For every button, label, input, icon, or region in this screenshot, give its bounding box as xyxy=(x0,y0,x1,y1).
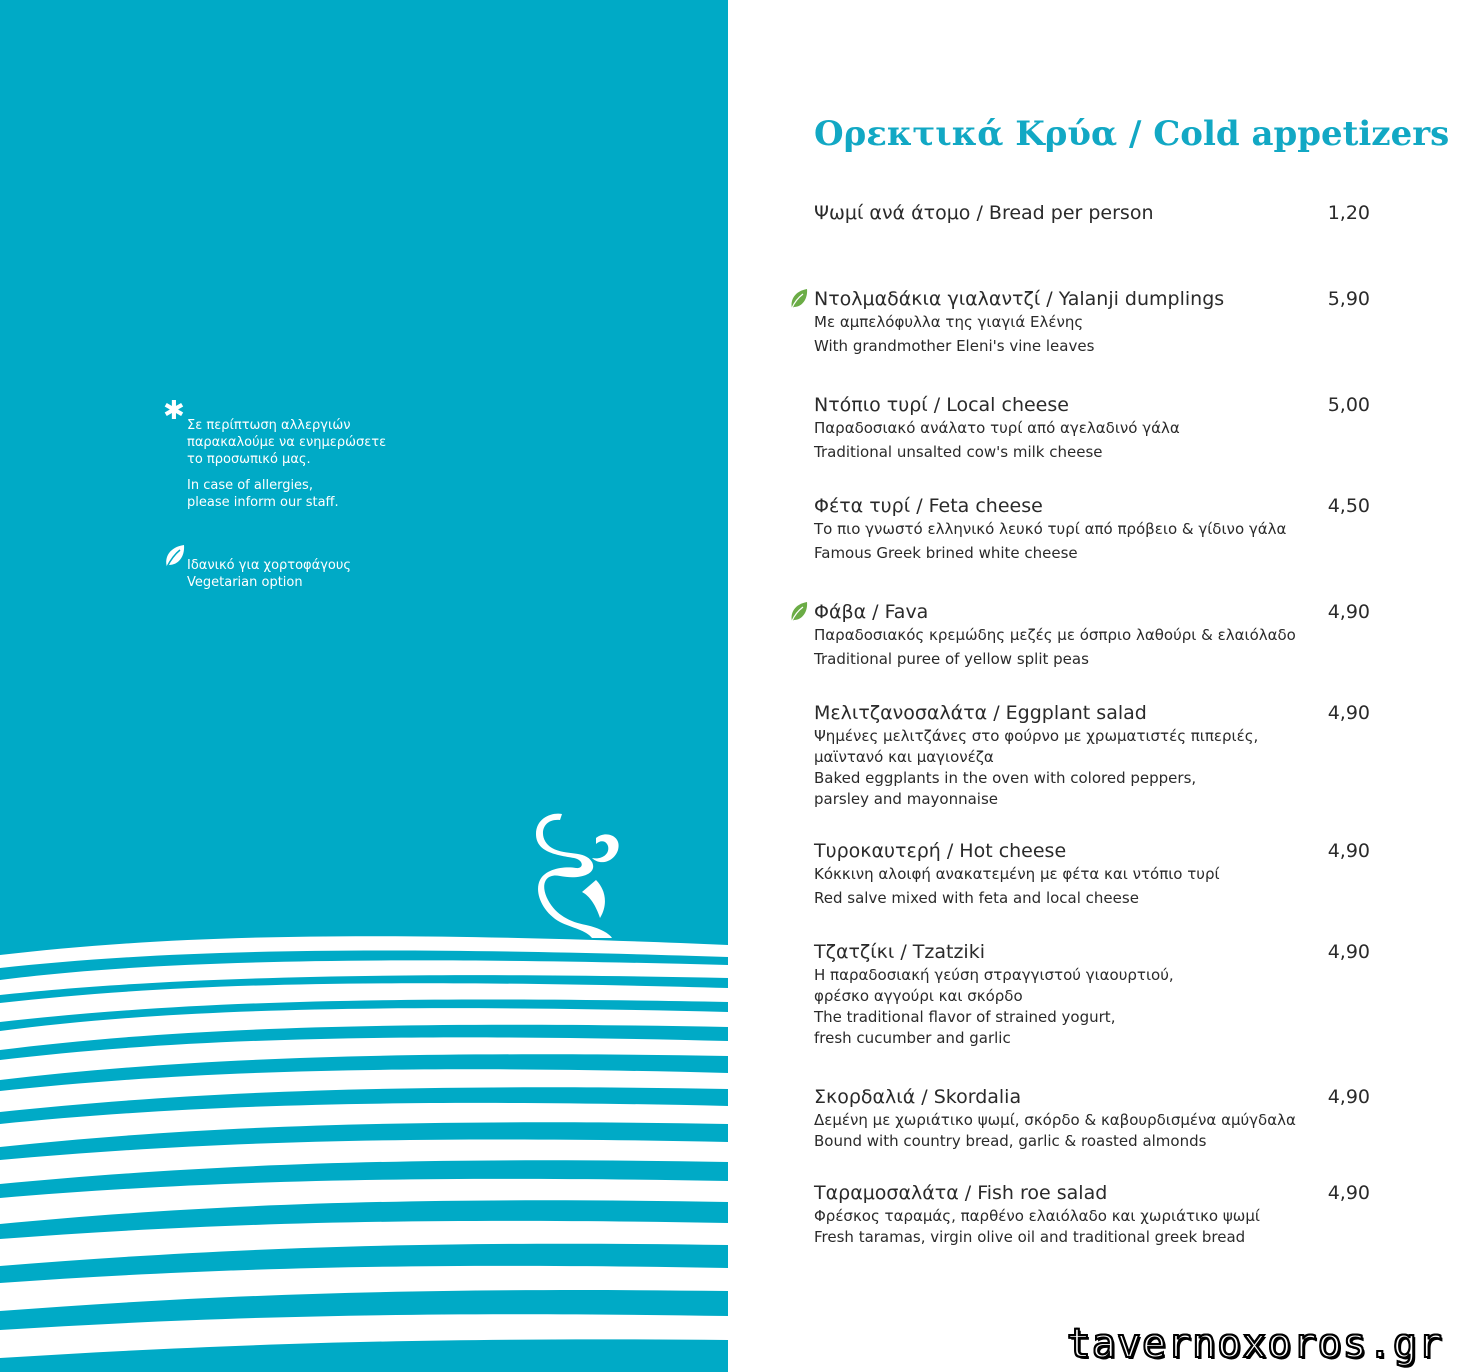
allergy-greek-line-2: παρακαλούμε να ενημερώσετε xyxy=(187,435,387,450)
menu-item-description: With grandmother Eleni's vine leaves xyxy=(814,337,1095,355)
menu-item-price: 4,90 xyxy=(1327,1182,1370,1204)
allergy-greek-line-1: Σε περίπτωση αλλεργιών xyxy=(187,418,351,433)
menu-item-price: 4,90 xyxy=(1327,601,1370,623)
menu-item-description: Ψημένες μελιτζάνες στο φούρνο με χρωματιστές πιπεριές, xyxy=(814,727,1259,745)
menu-item-name: Ταραμοσαλάτα / Fish roe salad xyxy=(814,1182,1108,1204)
menu-item-price: 5,90 xyxy=(1327,288,1370,310)
menu-item-description: φρέσκο αγγούρι και σκόρδο xyxy=(814,987,1023,1005)
watermark: tavernoxoros.gr xyxy=(1066,1321,1443,1367)
menu-item-price: 4,50 xyxy=(1327,495,1370,517)
menu-item-price: 4,90 xyxy=(1327,840,1370,862)
leaf-icon xyxy=(790,288,808,310)
menu-item-description: fresh cucumber and garlic xyxy=(814,1029,1011,1047)
menu-item-description: Με αμπελόφυλλα της γιαγιά Ελένης xyxy=(814,313,1084,331)
menu-item-description: Baked eggplants in the oven with colored peppers, xyxy=(814,769,1197,787)
menu-item-name: Ντολμαδάκια γιαλαντζί / Yalanji dumplings xyxy=(814,288,1225,310)
menu-item-description: μαϊντανό και μαγιονέζα xyxy=(814,748,994,766)
menu-item-description: Red salve mixed with feta and local cheese xyxy=(814,889,1139,907)
menu-item-description: Bound with country bread, garlic & roasted almonds xyxy=(814,1132,1207,1150)
menu-item-name: Τυροκαυτερή / Hot cheese xyxy=(814,840,1067,862)
menu-item xyxy=(814,1084,1374,1152)
menu-item-description: Η παραδοσιακή γεύση στραγγιστού γιαουρτιού, xyxy=(814,966,1174,984)
menu-item xyxy=(814,392,1374,463)
menu-item-name: Μελιτζανοσαλάτα / Eggplant salad xyxy=(814,702,1147,724)
menu-item-description: The traditional flavor of strained yogurt, xyxy=(814,1008,1116,1026)
menu-item-description: Fresh taramas, virgin olive oil and traditional greek bread xyxy=(814,1228,1246,1246)
menu-item-price: 4,90 xyxy=(1327,941,1370,963)
decorative-panel xyxy=(0,0,728,1372)
menu-title: Ορεκτικά Κρύα / Cold appetizers xyxy=(814,114,1450,154)
menu-item-price: 5,00 xyxy=(1327,394,1370,416)
menu-item-description: parsley and mayonnaise xyxy=(814,790,998,808)
allergy-note xyxy=(187,417,447,520)
menu-item-description: Κόκκινη αλοιφή ανακατεμένη με φέτα και ντόπιο τυρί xyxy=(814,865,1220,883)
vegetarian-greek: Ιδανικό για χορτοφάγους xyxy=(187,558,351,573)
menu-item-price: 1,20 xyxy=(1327,202,1370,224)
menu-item xyxy=(814,286,1374,357)
menu-item-description: Traditional puree of yellow split peas xyxy=(814,650,1089,668)
menu-item xyxy=(814,700,1374,810)
menu-item-description: Traditional unsalted cow's milk cheese xyxy=(814,443,1103,461)
menu-item-description: Φρέσκος ταραμάς, παρθένο ελαιόλαδο και χωριάτικο ψωμί xyxy=(814,1207,1260,1225)
menu-item-description: Παραδοσιακός κρεμώδης μεζές με όσπριο λαθούρι & ελαιόλαδο xyxy=(814,626,1296,644)
leaf-icon xyxy=(164,543,186,569)
menu-item-description: Famous Greek brined white cheese xyxy=(814,544,1078,562)
menu-item-description: Δεμένη με χωριάτικο ψωμί, σκόρδο & καβουρδισμένα αμύγδαλα xyxy=(814,1111,1296,1129)
allergy-greek-line-3: το προσωπικό μας. xyxy=(187,452,311,467)
menu-item-name: Ψωμί ανά άτομο / Bread per person xyxy=(814,202,1154,224)
menu-item-name: Ντόπιο τυρί / Local cheese xyxy=(814,394,1069,416)
asterisk-icon: ✱ xyxy=(163,396,185,426)
vegetarian-english: Vegetarian option xyxy=(187,575,303,590)
menu-item xyxy=(814,1180,1374,1248)
leaf-icon xyxy=(790,601,808,623)
menu-item-description: Το πιο γνωστό ελληνικό λευκό τυρί από πρόβειο & γίδινο γάλα xyxy=(814,520,1287,538)
menu-item xyxy=(814,939,1374,1049)
menu-panel xyxy=(728,0,1457,1372)
menu-item xyxy=(814,838,1374,909)
vegetarian-note xyxy=(187,557,447,591)
sea-waves-illustration xyxy=(0,0,728,1372)
menu-item-name: Σκορδαλιά / Skordalia xyxy=(814,1086,1022,1108)
menu-item xyxy=(814,200,1374,226)
menu-item-name: Φάβα / Fava xyxy=(814,601,929,623)
allergy-english-line-2: please inform our staff. xyxy=(187,495,339,510)
menu-item xyxy=(814,493,1374,564)
menu-item-name: Φέτα τυρί / Feta cheese xyxy=(814,495,1043,517)
menu-item-price: 4,90 xyxy=(1327,702,1370,724)
menu-item xyxy=(814,599,1374,670)
menu-item-description: Παραδοσιακό ανάλατο τυρί από αγελαδινό γάλα xyxy=(814,419,1180,437)
menu-item-name: Τζατζίκι / Tzatziki xyxy=(814,941,985,963)
allergy-english-line-1: In case of allergies, xyxy=(187,478,313,493)
menu-item-price: 4,90 xyxy=(1327,1086,1370,1108)
